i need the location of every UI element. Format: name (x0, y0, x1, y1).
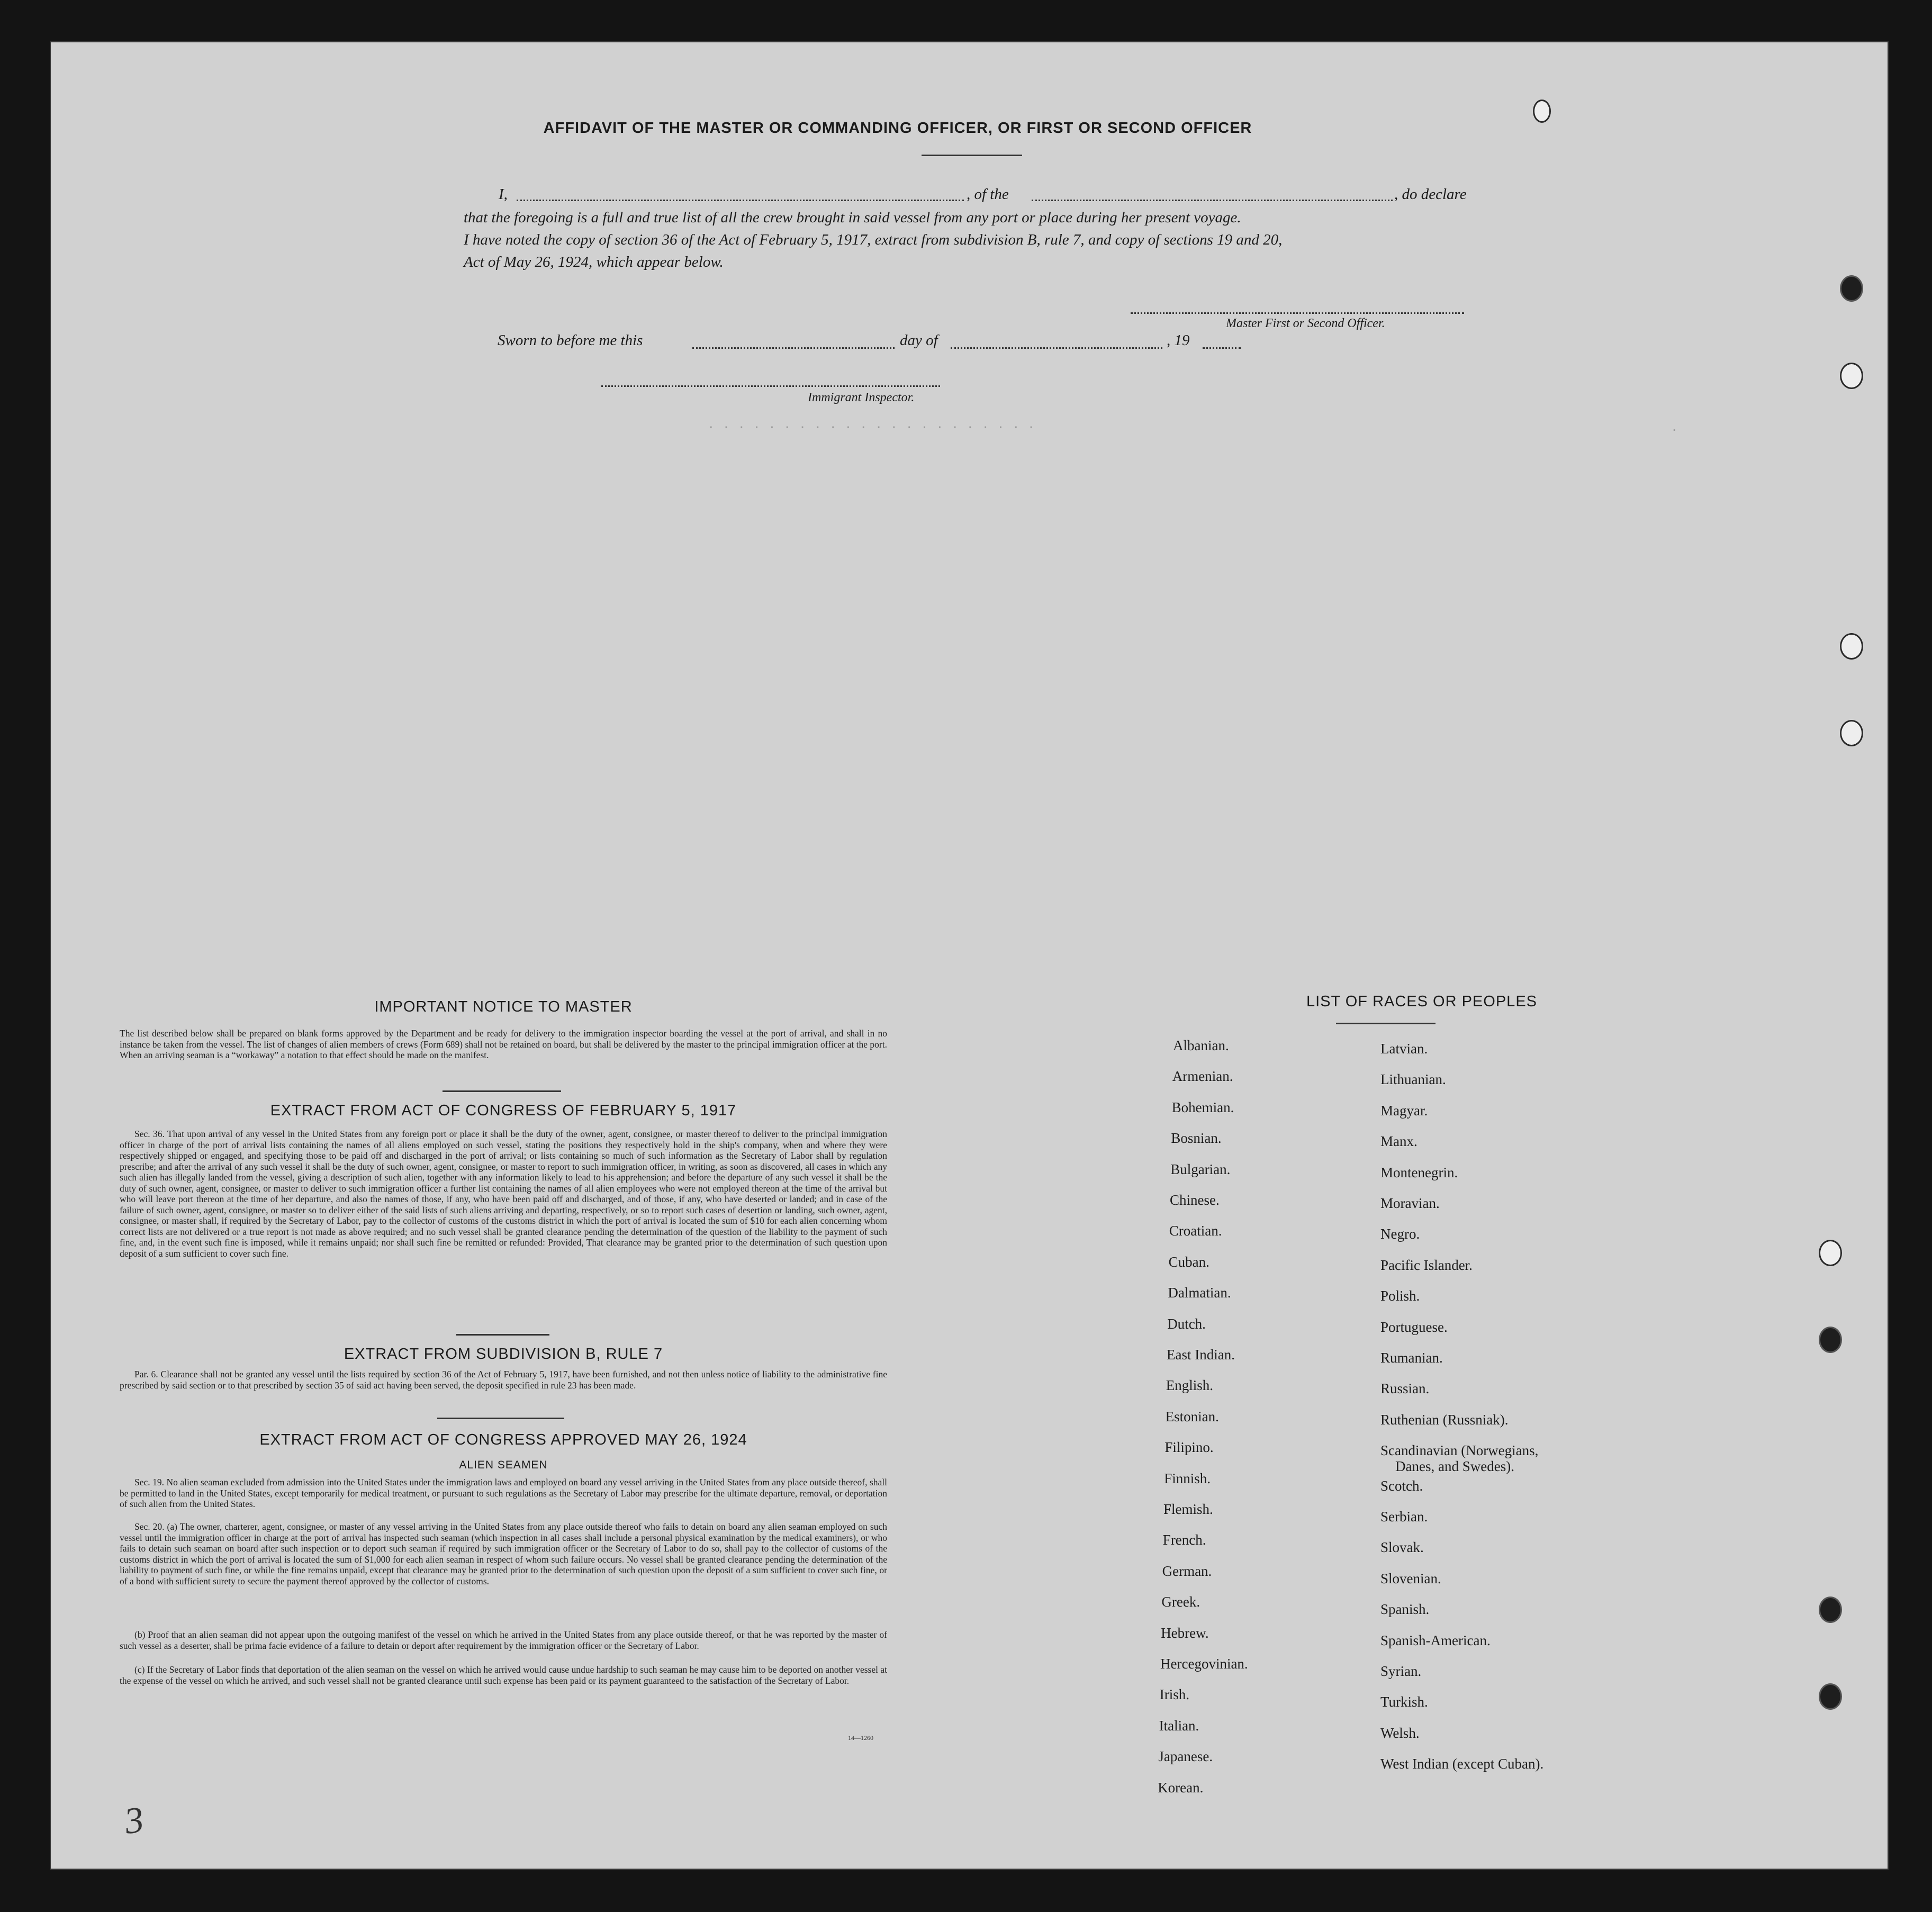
bleed-through-text: · (1671, 423, 1678, 438)
race-item: Japanese. (1158, 1748, 1213, 1765)
race-item: Turkish. (1380, 1694, 1428, 1710)
sworn-day-blank[interactable] (692, 347, 895, 349)
races-title: LIST OF RACES OR PEOPLES (1306, 993, 1538, 1010)
extract-1924-sec20c: (c) If the Secretary of Labor finds that deportation of the alien seaman on the vessel on which he arrived would cause undue hardship to such seaman he may cause him to be deported on another vessel at the expense of the vessel on which he arrived, and such vessel shall not be granted clearance until such expense has been paid or its payment guaranteed to the satisfaction of the Secretary of Labor. (120, 1664, 887, 1686)
extract-rule7-title: EXTRACT FROM SUBDIVISION B, RULE 7 (344, 1346, 663, 1363)
race-item: Dutch. (1167, 1315, 1206, 1332)
race-item: Syrian. (1380, 1663, 1422, 1679)
title-divider (922, 155, 1022, 156)
affidavit-body-3: Act of May 26, 1924, which appear below. (464, 254, 724, 270)
race-item: Welsh. (1380, 1725, 1420, 1741)
form-number: 14—1260 (848, 1734, 873, 1742)
extract-1917-title: EXTRACT FROM ACT OF CONGRESS OF FEBRUARY 5, 1917 (270, 1102, 737, 1119)
race-item: Magyar. (1380, 1102, 1428, 1119)
punch-hole (1840, 363, 1863, 389)
sworn-year-label: , 19 (1167, 332, 1190, 349)
race-item: Cuban. (1168, 1253, 1209, 1270)
race-item: Bulgarian. (1170, 1161, 1231, 1177)
race-item: Italian. (1159, 1717, 1199, 1734)
race-item: Spanish-American. (1380, 1632, 1491, 1648)
affidavit-body-1: that the foregoing is a full and true list of all the crew brought in said vessel from any port or place during her present voyage. (464, 209, 1241, 226)
race-item: Armenian. (1172, 1068, 1233, 1085)
sworn-prefix: Sworn to before me this (498, 332, 643, 349)
race-item: Albanian. (1173, 1038, 1229, 1053)
race-item: Hebrew. (1161, 1625, 1209, 1641)
punch-hole (1533, 100, 1551, 123)
race-item: Chinese. (1170, 1192, 1220, 1208)
race-item: Scandinavian (Norwegians, (1380, 1442, 1539, 1459)
race-item: Rumanian. (1380, 1350, 1443, 1366)
race-item: Negro. (1380, 1226, 1420, 1242)
document-sheet (51, 42, 1888, 1869)
extract-1917-body: Sec. 36. That upon arrival of any vessel in the United States from any foreign port or place it shall be the duty of the owner, agent, consignee, or master thereof to deliver to the principal immigration officer in charge of the port of arrival lists containing the names of all aliens employed on such vessel, stating the positions they respectively hold in the ship's company, when and where they were respectively shipped or engaged, and specifying those to be paid off and discharged in the port of arrival; or lists containing so much of such information as the Secretary of Labor shall by regulation prescribe; and after the arrival of any such vessel it shall be the duty of such owner, agent, consignee, or master to report to such immigration officer, in writing, as soon as discovered, all cases in which any such alien has illegally landed from the vessel, giving a description of such alien, together with any information likely to lead to his apprehension; and before the departure of any such vessel it shall be the duty of such owner, agent, consignee, or master to deliver to such immigration officer a further list containing the names of all alien employees who were not employed thereon at the time of the arrival but who will leave port thereon at the time of her departure, and also the names of those, if any, who have been paid off and discharged, and of those, if any, who have deserted or landed; and in case of the failure of such owner, agent, consignee, or master so to deliver either of the said lists of such aliens arriving and departing, respectively, or so to report such cases of desertion or landing, such owner, agent, consignee, or master shall, if required by the Secretary of Labor, pay to the collector of customs of the customs district in which the port of arrival is located the sum of $10 for each alien concerning whom correct lists are not delivered or a true report is not made as above required; and no such vessel shall be granted clearance pending the determination of the question of the liability to the payment of such fine, and, in the event such fine is imposed, while it remains unpaid; nor shall such fine be remitted or refunded: Provided, That clearance may be granted prior to the determination of such question upon deposit of a sum sufficient to cover such fine. (120, 1129, 887, 1259)
section-divider (437, 1418, 564, 1419)
punch-hole (1819, 1327, 1842, 1353)
race-item: Moravian. (1380, 1195, 1440, 1211)
race-item: Bosnian. (1171, 1130, 1222, 1147)
race-item: Serbian. (1380, 1509, 1428, 1525)
inspector-caption: Immigrant Inspector. (808, 391, 915, 404)
race-item: Greek. (1161, 1594, 1200, 1610)
race-item: Spanish. (1380, 1601, 1430, 1618)
punch-hole (1840, 275, 1863, 302)
race-item: Danes, and Swedes). (1395, 1458, 1514, 1475)
extract-1924-sec20a: Sec. 20. (a) The owner, charterer, agent, consignee, or master of any vessel arriving in the United States from any place outside thereof who fails to detain on board any alien seaman employed on such vessel until the immigration officer in charge at the port of arrival has inspected such seaman (which inspection in all cases shall include a personal physical examination by the medical examiners), or who fails to detain such seaman on board after such inspection or to deport such seaman if required by such immigration officer or the Secretary of Labor to do so, shall pay to the collector of customs of the customs district in which the port of arrival is located the sum of $1,000 for each alien seaman in respect of whom such failure occurs. No vessel shall be granted clearance pending the determination of the liability to payment of such fine, or while the fine remains unpaid, except that clearance may be granted prior to the determination of such question upon the deposit of a sum sufficient to cover such fine, or of a bond with sufficient surety to secure the payment thereof approved by the collector of customs. (120, 1521, 887, 1586)
sworn-year-blank[interactable] (1203, 347, 1241, 349)
race-item: Estonian. (1165, 1408, 1219, 1424)
race-item: French. (1162, 1532, 1206, 1548)
handwritten-mark: 3 (122, 1799, 147, 1843)
race-item: Polish. (1380, 1288, 1420, 1304)
extract-1924-sec19: Sec. 19. No alien seaman excluded from admission into the United States under the immigration laws and employed on board any vessel arriving in the United States from any place outside thereof, shall be permitted to land in the United States, except temporarily for medical treatment, or pursuant to such regulations as the Secretary of Labor may prescribe for the ultimate departure, removal, or deportation of such alien from the United States. (120, 1477, 887, 1509)
race-item: Lithuanian. (1380, 1071, 1446, 1088)
name-blank[interactable] (517, 200, 964, 201)
punch-hole (1819, 1240, 1842, 1266)
sworn-month-blank[interactable] (951, 347, 1162, 349)
race-item: Finnish. (1164, 1470, 1211, 1486)
race-item: Irish. (1159, 1686, 1190, 1703)
master-signature-line[interactable] (1131, 312, 1464, 314)
race-item: Slovenian. (1380, 1570, 1441, 1586)
section-divider (456, 1334, 549, 1336)
extract-rule7-body: Par. 6. Clearance shall not be granted any vessel until the lists required by section 36 of the Act of February 5, 1917, have been furnished, and not then unless notice of liability to the administrative fine prescribed by said section or to that prescribed by section 35 of said act having been served, the deposit specified in rule 23 has been made. (120, 1369, 887, 1391)
race-item: East Indian. (1167, 1347, 1235, 1363)
race-item: Flemish. (1163, 1501, 1213, 1517)
bleed-through-text: · · · · · · · · · · · · · · · · · · · · · · (707, 421, 1035, 435)
race-item: Bohemian. (1171, 1099, 1234, 1115)
punch-hole (1840, 633, 1863, 660)
extract-1924-subtitle: ALIEN SEAMEN (459, 1459, 548, 1471)
race-item: Latvian. (1380, 1041, 1428, 1057)
punch-hole (1819, 1683, 1842, 1710)
race-item: English. (1166, 1377, 1214, 1394)
affidavit-title: AFFIDAVIT OF THE MASTER OR COMMANDING OFFICER, OR FIRST OR SECOND OFFICER (543, 120, 1252, 137)
affidavit-declare: , do declare (1394, 186, 1467, 203)
race-item: Ruthenian (Russniak). (1380, 1411, 1509, 1428)
punch-hole (1819, 1597, 1842, 1623)
race-item: Filipino. (1164, 1439, 1214, 1456)
affidavit-of-the: , of the (967, 186, 1009, 203)
race-item: Slovak. (1380, 1539, 1424, 1556)
extract-1924-title: EXTRACT FROM ACT OF CONGRESS APPROVED MAY 26, 1924 (259, 1431, 747, 1448)
race-item: Dalmatian. (1168, 1285, 1231, 1301)
master-caption: Master First or Second Officer. (1226, 317, 1385, 330)
notice-title: IMPORTANT NOTICE TO MASTER (374, 998, 633, 1015)
race-item: Manx. (1380, 1133, 1418, 1150)
race-item: Hercegovinian. (1160, 1656, 1248, 1672)
race-item: Russian. (1380, 1381, 1430, 1397)
notice-body: The list described below shall be prepared on blank forms approved by the Department and be ready for delivery to the immigration inspector boarding the vessel at the port of arrival, and shall in no instance be taken from the vessel. The list of changes of alien members of crews (Form 689) shall not be retained on board, but shall be delivered by the master to the principal immigration officer at the port. When an arriving seaman is a “workaway” a notation to that effect should be made on the manifest. (120, 1028, 887, 1060)
race-item: Croatian. (1169, 1223, 1222, 1239)
affidavit-i: I, (499, 186, 508, 203)
race-item: Pacific Islander. (1380, 1257, 1473, 1273)
race-item: Scotch. (1380, 1477, 1423, 1494)
race-item: German. (1162, 1563, 1212, 1579)
section-divider (443, 1090, 561, 1092)
race-item: West Indian (except Cuban). (1380, 1756, 1544, 1772)
punch-hole (1840, 720, 1863, 746)
extract-1924-sec20b: (b) Proof that an alien seaman did not appear upon the outgoing manifest of the vessel on which he arrived in the United States from any place outside thereof, or that he was reported by the master of such vessel as a deserter, shall be prima facie evidence of a failure to detain or deport after requirement by the immigration officer or the Secretary of Labor. (120, 1629, 887, 1651)
inspector-signature-line[interactable] (601, 385, 940, 387)
race-item: Korean. (1158, 1779, 1204, 1796)
race-item: Montenegrin. (1380, 1164, 1458, 1180)
vessel-blank[interactable] (1032, 200, 1393, 201)
sworn-day-label: day of (900, 332, 938, 349)
affidavit-body-2: I have noted the copy of section 36 of the Act of February 5, 1917, extract from subdivision B, rule 7, and copy of sections 19 and 20, (464, 231, 1283, 248)
races-divider (1336, 1023, 1436, 1024)
race-item: Portuguese. (1380, 1319, 1448, 1335)
